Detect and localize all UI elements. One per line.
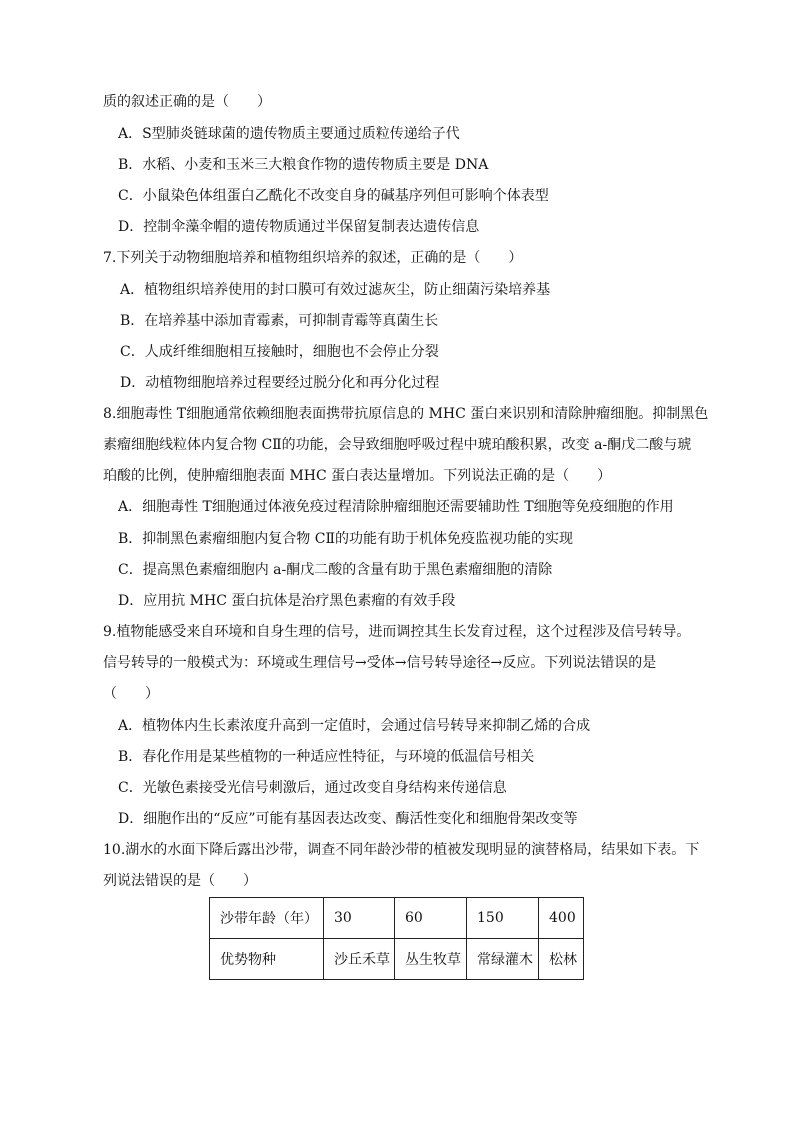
- q9-option-b: B．春化作用是某些植物的一种适应性特征，与环境的低温信号相关: [118, 749, 535, 765]
- q8-option-a: A．细胞毒性 T细胞通过体液免疫过程清除肿瘤细胞还需要辅助性 T细胞等免疫细胞的作用: [118, 499, 674, 515]
- q7-option-c: C．人成纤维细胞相互接触时，细胞也不会停止分裂: [120, 344, 439, 360]
- q6-option-c: C．小鼠染色体组蛋白乙酰化不改变自身的碱基序列但可影响个体表型: [118, 188, 549, 204]
- table-cell: 30: [324, 898, 395, 939]
- q9-stem-line-1: 9.植物能感受来自环境和自身生理的信号，进而调控其生长发育过程，这个过程涉及信号转导。: [103, 624, 691, 640]
- table-cell: 150: [467, 898, 539, 939]
- q6-option-a: A．S型肺炎链球菌的遗传物质主要通过质粒传递给子代: [118, 126, 460, 142]
- table-cell: 松林: [539, 939, 584, 980]
- q9-option-c: C．光敏色素接受光信号刺激后，通过改变自身结构来传递信息: [118, 780, 507, 796]
- q9-stem-line-2: 信号转导的一般模式为：环境或生理信号→受体→信号转导途径→反应。下列说法错误的是: [103, 655, 657, 671]
- table-cell: 优势物种: [210, 939, 324, 980]
- q9-stem-line-3: （ ）: [103, 686, 159, 702]
- q8-stem-line-2: 素瘤细胞线粒体内复合物 CⅡ的功能，会导致细胞呼吸过程中琥珀酸积累，改变 a-酮戊二酸与琥: [103, 437, 692, 453]
- q8-stem-line-1: 8.细胞毒性 T细胞通常依赖细胞表面携带抗原信息的 MHC 蛋白来识别和清除肿瘤细胞。抑制黑色: [103, 406, 709, 422]
- q6-option-b: B．水稻、小麦和玉米三大粮食作物的遗传物质主要是 DNA: [118, 157, 489, 173]
- q7-option-d: D．动植物细胞培养过程要经过脱分化和再分化过程: [120, 375, 440, 391]
- q10-stem-line-1: 10.湖水的水面下降后露出沙带，调查不同年龄沙带的植被发现明显的演替格局，结果如下表。下: [103, 842, 700, 858]
- q8-option-c: C．提高黑色素瘤细胞内 a-酮戊二酸的含量有助于黑色素瘤细胞的清除: [118, 562, 553, 578]
- table-cell: 沙丘禾草: [324, 939, 395, 980]
- table-cell: 沙带年龄（年）: [210, 898, 324, 939]
- q7-option-b: B．在培养基中添加青霉素，可抑制青霉等真菌生长: [120, 313, 439, 329]
- q8-option-d: D．应用抗 MHC 蛋白抗体是治疗黑色素瘤的有效手段: [118, 593, 456, 609]
- table-row: [210, 939, 584, 980]
- table-row: [210, 898, 584, 939]
- q6-stem-tail: 质的叙述正确的是（ ）: [103, 94, 271, 110]
- table-cell: 400: [539, 898, 584, 939]
- q9-option-d: D．细胞作出的“反应”可能有基因表达改变、酶活性变化和细胞骨架改变等: [118, 811, 578, 827]
- q7-option-a: A．植物组织培养使用的封口膜可有效过滤灰尘，防止细菌污染培养基: [120, 282, 551, 298]
- q6-option-d: D．控制伞藻伞帽的遗传物质通过半保留复制表达遗传信息: [118, 219, 480, 235]
- q10-stem-line-2: 列说法错误的是（ ）: [103, 873, 257, 889]
- succession-table: [209, 897, 584, 980]
- q9-option-a: A．植物体内生长素浓度升高到一定值时，会通过信号转导来抑制乙烯的合成: [118, 718, 591, 734]
- q8-stem-line-3: 珀酸的比例，使肿瘤细胞表面 MHC 蛋白表达量增加。下列说法正确的是（ ）: [103, 468, 612, 484]
- q7-stem: 7.下列关于动物细胞培养和植物组织培养的叙述，正确的是（ ）: [103, 250, 523, 266]
- table-cell: 丛生牧草: [395, 939, 467, 980]
- table-cell: 常绿灌木: [467, 939, 539, 980]
- table-cell: 60: [395, 898, 467, 939]
- q8-option-b: B．抑制黑色素瘤细胞内复合物 CⅡ的功能有助于机体免疫监视功能的实现: [118, 531, 573, 547]
